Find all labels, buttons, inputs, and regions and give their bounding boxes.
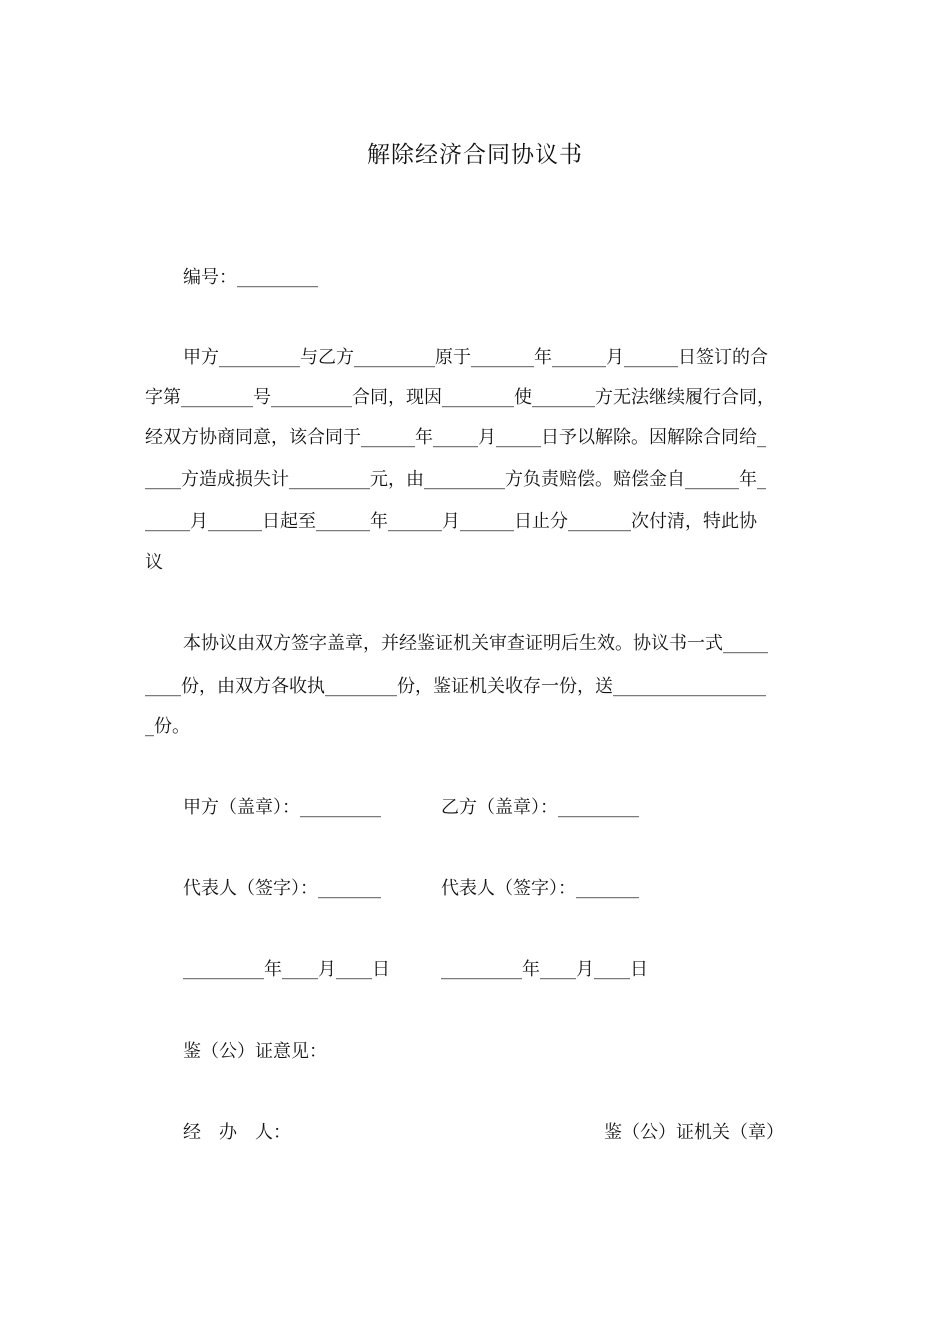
notary-seal-label: 鉴（公）证机关（章） [604,1122,784,1143]
party-a-seal: 甲方（盖章）：_________ [183,797,381,818]
notary-opinion: 鉴（公）证意见： [183,1041,327,1062]
document-title: 解除经济合同协议书 [367,142,583,168]
paragraph-line: _份。 [145,716,190,737]
paragraph-line: 议 [145,552,163,573]
paragraph-line: 字第________号_________合同，现因________使_______方无法继续履行合同， [145,387,775,408]
party-a-date: _________年____月____日 [183,959,390,980]
party-a-representative: 代表人（签字）：_______ [183,878,381,899]
party-b-date: _________年____月____日 [441,959,648,980]
paragraph-line: _____月______日起至______年______月______日止分_______次付清，特此协 [145,511,757,532]
paragraph-line: 甲方_________与乙方_________原于_______年______月______日签订的合 [183,347,768,368]
contract-number: 编号：_________ [183,267,318,288]
party-b-representative: 代表人（签字）：_______ [441,878,639,899]
paragraph-line: ____方造成损失计_________元，由_________方负责赔偿。赔偿金自______年_ [145,469,766,490]
party-b-seal: 乙方（盖章）：_________ [441,797,639,818]
handler-label: 经 办 人： [183,1122,291,1143]
paragraph-line: ____份，由双方各收执________份，鉴证机关收存一份，送_________________ [145,676,766,697]
paragraph-line: 本协议由双方签字盖章，并经鉴证机关审查证明后生效。协议书一式_____ [183,633,768,654]
paragraph-line: 经双方协商同意，该合同于______年_____月_____日予以解除。因解除合同给_ [145,427,766,448]
